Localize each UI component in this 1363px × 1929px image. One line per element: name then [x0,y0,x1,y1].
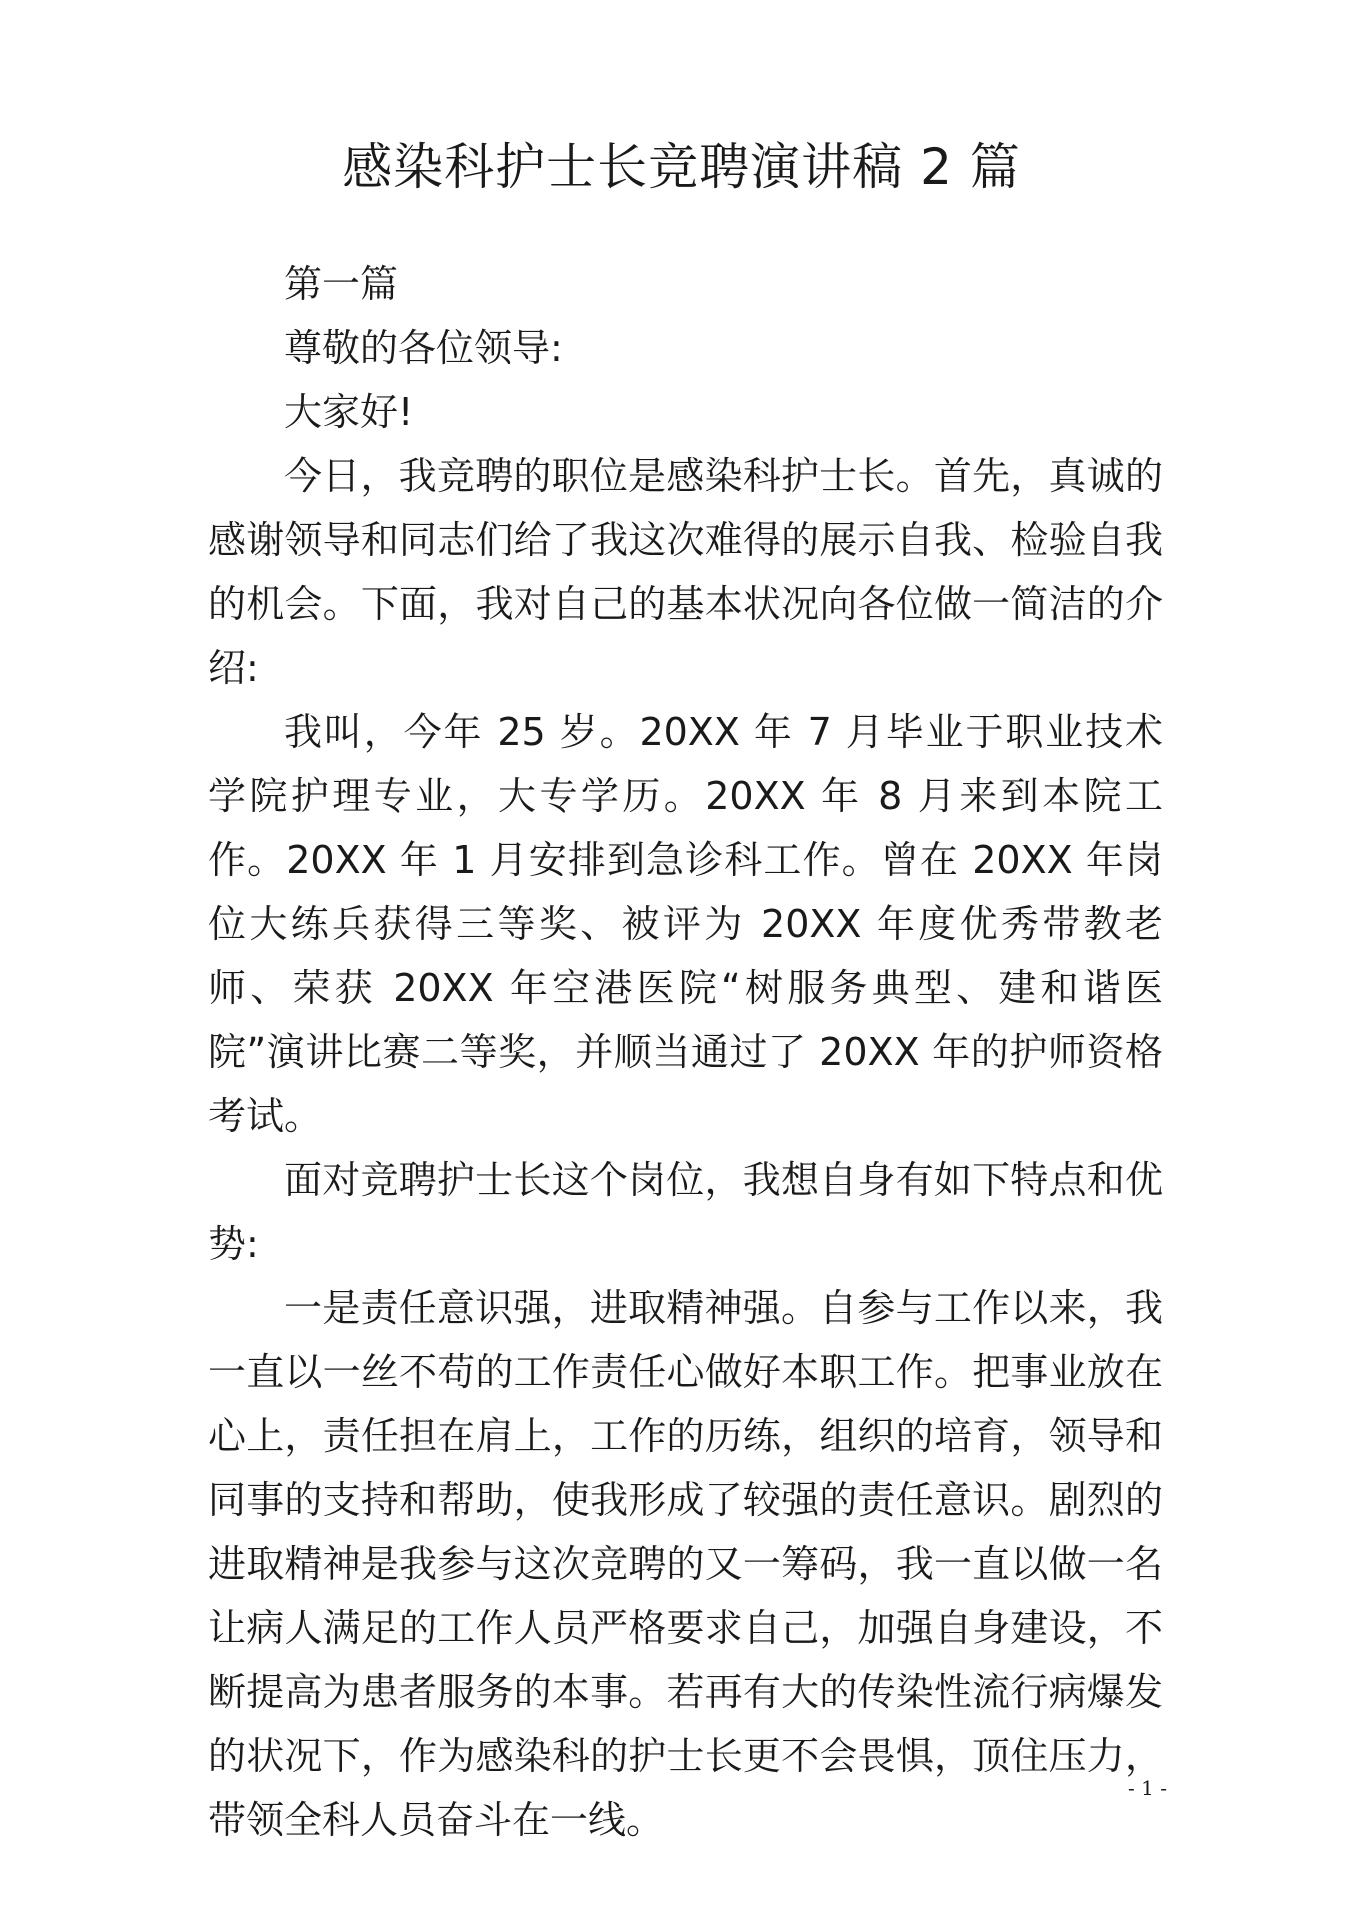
document-body [208,252,1163,1852]
paragraph-background: 我叫，今年 25 岁。20XX 年 7 月毕业于职业技术学院护理专业，大专学历。20XX 年 8 月来到本院工作。20XX 年 1 月安排到急诊科工作。曾在 20XX 年岗位大练兵获得三等奖、被评为 20XX 年度优秀带教老师、荣获 20XX 年空港医院“树服务典型、建和谐医院”演讲比赛二等奖，并顺当通过了 20XX 年的护师资格考试。 [208,710,1163,1138]
page-number: - 1 - [1128,1776,1167,1800]
paragraph-salutation: 尊敬的各位领导: [284,326,563,370]
paragraph-greeting: 大家好! [284,390,414,434]
paragraph-intro: 今日，我竞聘的职位是感染科护士长。首先，真诚的感谢领导和同志们给了我这次难得的展示自我、检验自我的机会。下面，我对自己的基本状况向各位做一简洁的介绍: [208,454,1163,690]
paragraph-strengths-lead: 面对竞聘护士长这个岗位，我想自身有如下特点和优势: [208,1158,1163,1266]
paragraph-section-heading: 第一篇 [284,262,399,306]
paragraph-strength-one: 一是责任意识强，进取精神强。自参与工作以来，我一直以一丝不苟的工作责任心做好本职工作。把事业放在心上，责任担在肩上，工作的历练，组织的培育，领导和同事的支持和帮助，使我形成了较强的责任意识。剧烈的进取精神是我参与这次竞聘的又一筹码，我一直以做一名让病人满足的工作人员严格要求自己，加强自身建设，不断提高为患者服务的本事。若再有大的传染性流行病爆发的状况下，作为感染科的护士长更不会畏惧，顶住压力，带领全科人员奋斗在一线。 [208,1286,1163,1842]
document-title: 感染科护士长竞聘演讲稿 2 篇 [342,138,1021,196]
